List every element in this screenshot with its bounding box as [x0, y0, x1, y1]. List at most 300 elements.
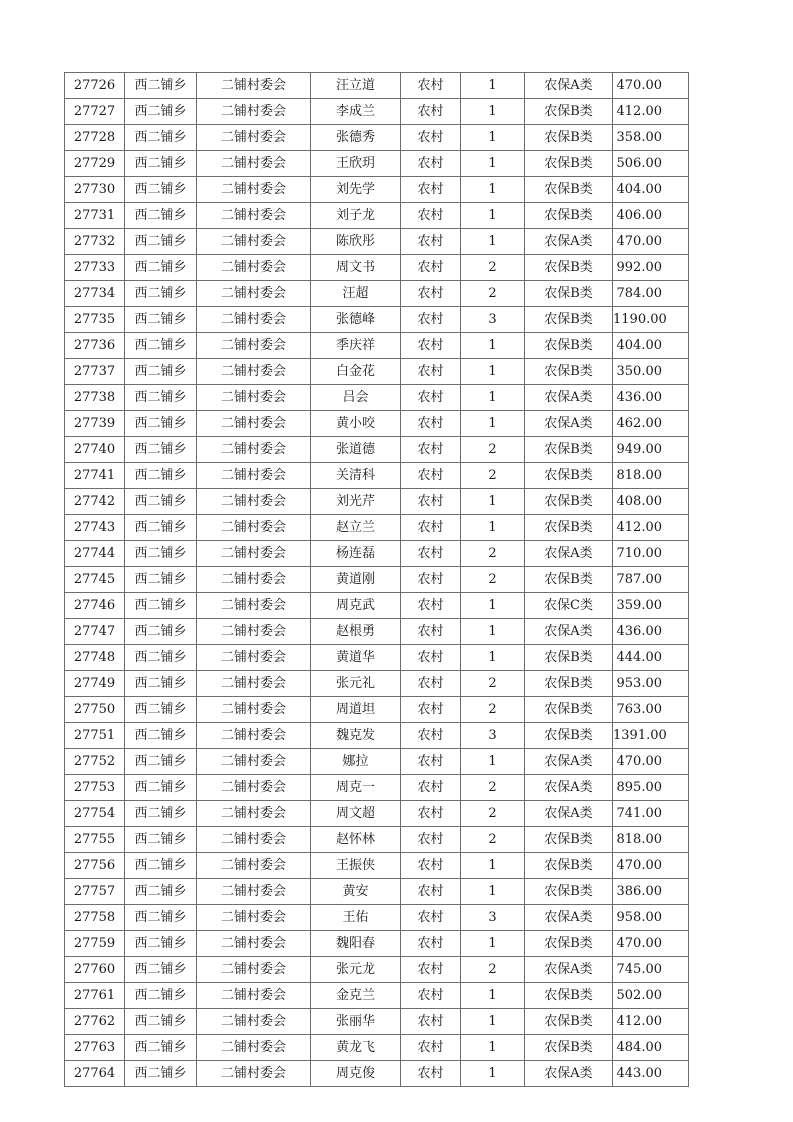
area-cell: 农村 [401, 489, 461, 515]
id-cell: 27748 [65, 645, 125, 671]
category-cell: 农保B类 [525, 125, 613, 151]
amount-cell: 443.00 [613, 1061, 689, 1087]
table-row [65, 359, 689, 385]
amount-cell: 358.00 [613, 125, 689, 151]
name-cell: 娜拉 [311, 749, 401, 775]
amount-cell: 404.00 [613, 333, 689, 359]
amount-cell: 484.00 [613, 1035, 689, 1061]
category-cell: 农保B类 [525, 177, 613, 203]
amount-cell: 470.00 [613, 749, 689, 775]
count-cell: 1 [461, 333, 525, 359]
name-cell: 刘先学 [311, 177, 401, 203]
category-cell: 农保B类 [525, 879, 613, 905]
village-cell: 二铺村委会 [197, 177, 311, 203]
amount-cell: 350.00 [613, 359, 689, 385]
table-row [65, 879, 689, 905]
category-cell: 农保A类 [525, 411, 613, 437]
amount-cell: 359.00 [613, 593, 689, 619]
category-cell: 农保A类 [525, 229, 613, 255]
count-cell: 2 [461, 697, 525, 723]
table-row [65, 749, 689, 775]
count-cell: 2 [461, 801, 525, 827]
table-row [65, 99, 689, 125]
table-row [65, 411, 689, 437]
area-cell: 农村 [401, 229, 461, 255]
name-cell: 刘子龙 [311, 203, 401, 229]
table-row [65, 931, 689, 957]
id-cell: 27754 [65, 801, 125, 827]
area-cell: 农村 [401, 957, 461, 983]
count-cell: 3 [461, 307, 525, 333]
amount-cell: 470.00 [613, 229, 689, 255]
village-cell: 二铺村委会 [197, 255, 311, 281]
id-cell: 27730 [65, 177, 125, 203]
table-row [65, 1035, 689, 1061]
id-cell: 27742 [65, 489, 125, 515]
category-cell: 农保B类 [525, 151, 613, 177]
amount-cell: 818.00 [613, 463, 689, 489]
amount-cell: 1391.00 [613, 723, 689, 749]
area-cell: 农村 [401, 437, 461, 463]
village-cell: 二铺村委会 [197, 229, 311, 255]
area-cell: 农村 [401, 1009, 461, 1035]
table-body [65, 73, 689, 1087]
table-row [65, 1009, 689, 1035]
area-cell: 农村 [401, 177, 461, 203]
id-cell: 27757 [65, 879, 125, 905]
id-cell: 27762 [65, 1009, 125, 1035]
village-cell: 二铺村委会 [197, 619, 311, 645]
category-cell: 农保B类 [525, 489, 613, 515]
township-cell: 西二铺乡 [125, 853, 197, 879]
count-cell: 1 [461, 359, 525, 385]
id-cell: 27741 [65, 463, 125, 489]
count-cell: 2 [461, 541, 525, 567]
area-cell: 农村 [401, 827, 461, 853]
name-cell: 魏阳春 [311, 931, 401, 957]
table-row [65, 593, 689, 619]
category-cell: 农保B类 [525, 255, 613, 281]
count-cell: 1 [461, 73, 525, 99]
township-cell: 西二铺乡 [125, 931, 197, 957]
township-cell: 西二铺乡 [125, 801, 197, 827]
category-cell: 农保B类 [525, 1009, 613, 1035]
township-cell: 西二铺乡 [125, 827, 197, 853]
name-cell: 周文书 [311, 255, 401, 281]
name-cell: 王佑 [311, 905, 401, 931]
table-row [65, 541, 689, 567]
village-cell: 二铺村委会 [197, 125, 311, 151]
amount-cell: 470.00 [613, 931, 689, 957]
count-cell: 2 [461, 255, 525, 281]
amount-cell: 404.00 [613, 177, 689, 203]
id-cell: 27740 [65, 437, 125, 463]
table-row [65, 151, 689, 177]
area-cell: 农村 [401, 1035, 461, 1061]
village-cell: 二铺村委会 [197, 723, 311, 749]
table-row [65, 437, 689, 463]
name-cell: 张元龙 [311, 957, 401, 983]
village-cell: 二铺村委会 [197, 151, 311, 177]
name-cell: 汪立道 [311, 73, 401, 99]
village-cell: 二铺村委会 [197, 1009, 311, 1035]
count-cell: 1 [461, 749, 525, 775]
area-cell: 农村 [401, 385, 461, 411]
count-cell: 1 [461, 125, 525, 151]
category-cell: 农保A类 [525, 619, 613, 645]
name-cell: 陈欣彤 [311, 229, 401, 255]
table-row [65, 775, 689, 801]
count-cell: 2 [461, 827, 525, 853]
category-cell: 农保B类 [525, 99, 613, 125]
table-row [65, 723, 689, 749]
table-row [65, 905, 689, 931]
township-cell: 西二铺乡 [125, 307, 197, 333]
id-cell: 27743 [65, 515, 125, 541]
area-cell: 农村 [401, 411, 461, 437]
id-cell: 27752 [65, 749, 125, 775]
name-cell: 张元礼 [311, 671, 401, 697]
name-cell: 周克一 [311, 775, 401, 801]
township-cell: 西二铺乡 [125, 151, 197, 177]
id-cell: 27739 [65, 411, 125, 437]
category-cell: 农保B类 [525, 437, 613, 463]
name-cell: 刘光芹 [311, 489, 401, 515]
name-cell: 魏克发 [311, 723, 401, 749]
category-cell: 农保A类 [525, 541, 613, 567]
amount-cell: 741.00 [613, 801, 689, 827]
village-cell: 二铺村委会 [197, 645, 311, 671]
township-cell: 西二铺乡 [125, 489, 197, 515]
name-cell: 周道坦 [311, 697, 401, 723]
name-cell: 关清科 [311, 463, 401, 489]
name-cell: 周文超 [311, 801, 401, 827]
amount-cell: 412.00 [613, 515, 689, 541]
id-cell: 27760 [65, 957, 125, 983]
name-cell: 季庆祥 [311, 333, 401, 359]
table-row [65, 1061, 689, 1087]
area-cell: 农村 [401, 775, 461, 801]
name-cell: 黄龙飞 [311, 1035, 401, 1061]
count-cell: 2 [461, 281, 525, 307]
township-cell: 西二铺乡 [125, 593, 197, 619]
name-cell: 黄道刚 [311, 567, 401, 593]
village-cell: 二铺村委会 [197, 801, 311, 827]
area-cell: 农村 [401, 697, 461, 723]
id-cell: 27764 [65, 1061, 125, 1087]
category-cell: 农保B类 [525, 723, 613, 749]
village-cell: 二铺村委会 [197, 567, 311, 593]
count-cell: 2 [461, 775, 525, 801]
table-row [65, 177, 689, 203]
area-cell: 农村 [401, 359, 461, 385]
table-row [65, 385, 689, 411]
amount-cell: 444.00 [613, 645, 689, 671]
category-cell: 农保B类 [525, 359, 613, 385]
id-cell: 27734 [65, 281, 125, 307]
id-cell: 27745 [65, 567, 125, 593]
name-cell: 白金花 [311, 359, 401, 385]
name-cell: 吕会 [311, 385, 401, 411]
id-cell: 27751 [65, 723, 125, 749]
township-cell: 西二铺乡 [125, 541, 197, 567]
village-cell: 二铺村委会 [197, 775, 311, 801]
area-cell: 农村 [401, 255, 461, 281]
area-cell: 农村 [401, 749, 461, 775]
roster-table [64, 72, 689, 1087]
amount-cell: 412.00 [613, 99, 689, 125]
township-cell: 西二铺乡 [125, 333, 197, 359]
count-cell: 1 [461, 1009, 525, 1035]
amount-cell: 506.00 [613, 151, 689, 177]
category-cell: 农保B类 [525, 983, 613, 1009]
area-cell: 农村 [401, 203, 461, 229]
count-cell: 2 [461, 957, 525, 983]
table-row [65, 853, 689, 879]
amount-cell: 958.00 [613, 905, 689, 931]
village-cell: 二铺村委会 [197, 593, 311, 619]
name-cell: 黄安 [311, 879, 401, 905]
table-row [65, 983, 689, 1009]
village-cell: 二铺村委会 [197, 333, 311, 359]
count-cell: 1 [461, 515, 525, 541]
category-cell: 农保B类 [525, 515, 613, 541]
village-cell: 二铺村委会 [197, 853, 311, 879]
area-cell: 农村 [401, 801, 461, 827]
amount-cell: 386.00 [613, 879, 689, 905]
category-cell: 农保B类 [525, 853, 613, 879]
amount-cell: 763.00 [613, 697, 689, 723]
amount-cell: 436.00 [613, 385, 689, 411]
village-cell: 二铺村委会 [197, 957, 311, 983]
count-cell: 2 [461, 567, 525, 593]
village-cell: 二铺村委会 [197, 463, 311, 489]
table-row [65, 281, 689, 307]
category-cell: 农保B类 [525, 1035, 613, 1061]
area-cell: 农村 [401, 879, 461, 905]
count-cell: 1 [461, 931, 525, 957]
area-cell: 农村 [401, 541, 461, 567]
id-cell: 27729 [65, 151, 125, 177]
table-row [65, 489, 689, 515]
category-cell: 农保B类 [525, 931, 613, 957]
name-cell: 金克兰 [311, 983, 401, 1009]
village-cell: 二铺村委会 [197, 697, 311, 723]
id-cell: 27744 [65, 541, 125, 567]
category-cell: 农保B类 [525, 333, 613, 359]
count-cell: 1 [461, 151, 525, 177]
township-cell: 西二铺乡 [125, 463, 197, 489]
category-cell: 农保B类 [525, 463, 613, 489]
id-cell: 27731 [65, 203, 125, 229]
id-cell: 27746 [65, 593, 125, 619]
name-cell: 赵怀林 [311, 827, 401, 853]
amount-cell: 502.00 [613, 983, 689, 1009]
area-cell: 农村 [401, 515, 461, 541]
township-cell: 西二铺乡 [125, 645, 197, 671]
area-cell: 农村 [401, 281, 461, 307]
category-cell: 农保A类 [525, 385, 613, 411]
id-cell: 27738 [65, 385, 125, 411]
id-cell: 27728 [65, 125, 125, 151]
village-cell: 二铺村委会 [197, 307, 311, 333]
amount-cell: 953.00 [613, 671, 689, 697]
area-cell: 农村 [401, 333, 461, 359]
table-row [65, 619, 689, 645]
name-cell: 李成兰 [311, 99, 401, 125]
category-cell: 农保B类 [525, 203, 613, 229]
village-cell: 二铺村委会 [197, 905, 311, 931]
area-cell: 农村 [401, 99, 461, 125]
table-row [65, 463, 689, 489]
table-row [65, 515, 689, 541]
category-cell: 农保A类 [525, 957, 613, 983]
area-cell: 农村 [401, 593, 461, 619]
count-cell: 1 [461, 853, 525, 879]
village-cell: 二铺村委会 [197, 827, 311, 853]
count-cell: 1 [461, 983, 525, 1009]
area-cell: 农村 [401, 983, 461, 1009]
count-cell: 1 [461, 489, 525, 515]
village-cell: 二铺村委会 [197, 359, 311, 385]
township-cell: 西二铺乡 [125, 411, 197, 437]
name-cell: 张德秀 [311, 125, 401, 151]
table-row [65, 801, 689, 827]
table-row [65, 333, 689, 359]
township-cell: 西二铺乡 [125, 671, 197, 697]
village-cell: 二铺村委会 [197, 671, 311, 697]
township-cell: 西二铺乡 [125, 359, 197, 385]
id-cell: 27747 [65, 619, 125, 645]
township-cell: 西二铺乡 [125, 567, 197, 593]
count-cell: 2 [461, 463, 525, 489]
name-cell: 杨连磊 [311, 541, 401, 567]
category-cell: 农保A类 [525, 749, 613, 775]
township-cell: 西二铺乡 [125, 879, 197, 905]
category-cell: 农保A类 [525, 1061, 613, 1087]
name-cell: 王振侠 [311, 853, 401, 879]
count-cell: 3 [461, 905, 525, 931]
village-cell: 二铺村委会 [197, 1061, 311, 1087]
name-cell: 赵根勇 [311, 619, 401, 645]
area-cell: 农村 [401, 151, 461, 177]
table-row [65, 229, 689, 255]
table-row [65, 125, 689, 151]
count-cell: 1 [461, 1061, 525, 1087]
area-cell: 农村 [401, 1061, 461, 1087]
village-cell: 二铺村委会 [197, 281, 311, 307]
id-cell: 27750 [65, 697, 125, 723]
village-cell: 二铺村委会 [197, 515, 311, 541]
count-cell: 1 [461, 99, 525, 125]
name-cell: 赵立兰 [311, 515, 401, 541]
area-cell: 农村 [401, 853, 461, 879]
count-cell: 1 [461, 879, 525, 905]
amount-cell: 949.00 [613, 437, 689, 463]
name-cell: 张道德 [311, 437, 401, 463]
village-cell: 二铺村委会 [197, 931, 311, 957]
township-cell: 西二铺乡 [125, 385, 197, 411]
village-cell: 二铺村委会 [197, 489, 311, 515]
amount-cell: 992.00 [613, 255, 689, 281]
area-cell: 农村 [401, 905, 461, 931]
township-cell: 西二铺乡 [125, 125, 197, 151]
table-row [65, 307, 689, 333]
village-cell: 二铺村委会 [197, 749, 311, 775]
id-cell: 27732 [65, 229, 125, 255]
category-cell: 农保B类 [525, 281, 613, 307]
category-cell: 农保A类 [525, 905, 613, 931]
area-cell: 农村 [401, 125, 461, 151]
id-cell: 27736 [65, 333, 125, 359]
table-row [65, 255, 689, 281]
category-cell: 农保B类 [525, 307, 613, 333]
township-cell: 西二铺乡 [125, 281, 197, 307]
village-cell: 二铺村委会 [197, 99, 311, 125]
area-cell: 农村 [401, 723, 461, 749]
township-cell: 西二铺乡 [125, 203, 197, 229]
amount-cell: 895.00 [613, 775, 689, 801]
amount-cell: 436.00 [613, 619, 689, 645]
count-cell: 1 [461, 619, 525, 645]
id-cell: 27759 [65, 931, 125, 957]
table-row [65, 827, 689, 853]
township-cell: 西二铺乡 [125, 957, 197, 983]
township-cell: 西二铺乡 [125, 697, 197, 723]
count-cell: 1 [461, 177, 525, 203]
id-cell: 27761 [65, 983, 125, 1009]
township-cell: 西二铺乡 [125, 515, 197, 541]
name-cell: 周克俊 [311, 1061, 401, 1087]
count-cell: 3 [461, 723, 525, 749]
village-cell: 二铺村委会 [197, 411, 311, 437]
id-cell: 27755 [65, 827, 125, 853]
township-cell: 西二铺乡 [125, 177, 197, 203]
township-cell: 西二铺乡 [125, 229, 197, 255]
area-cell: 农村 [401, 931, 461, 957]
category-cell: 农保B类 [525, 645, 613, 671]
village-cell: 二铺村委会 [197, 203, 311, 229]
name-cell: 张德峰 [311, 307, 401, 333]
township-cell: 西二铺乡 [125, 255, 197, 281]
id-cell: 27735 [65, 307, 125, 333]
amount-cell: 470.00 [613, 853, 689, 879]
village-cell: 二铺村委会 [197, 385, 311, 411]
count-cell: 1 [461, 229, 525, 255]
area-cell: 农村 [401, 671, 461, 697]
village-cell: 二铺村委会 [197, 1035, 311, 1061]
category-cell: 农保A类 [525, 801, 613, 827]
amount-cell: 412.00 [613, 1009, 689, 1035]
township-cell: 西二铺乡 [125, 1009, 197, 1035]
count-cell: 1 [461, 645, 525, 671]
table-row [65, 697, 689, 723]
township-cell: 西二铺乡 [125, 437, 197, 463]
count-cell: 2 [461, 437, 525, 463]
township-cell: 西二铺乡 [125, 619, 197, 645]
id-cell: 27733 [65, 255, 125, 281]
township-cell: 西二铺乡 [125, 723, 197, 749]
table-row [65, 567, 689, 593]
table-row [65, 957, 689, 983]
table-row [65, 73, 689, 99]
village-cell: 二铺村委会 [197, 541, 311, 567]
area-cell: 农村 [401, 567, 461, 593]
name-cell: 张丽华 [311, 1009, 401, 1035]
count-cell: 1 [461, 1035, 525, 1061]
name-cell: 王欣玥 [311, 151, 401, 177]
township-cell: 西二铺乡 [125, 1035, 197, 1061]
